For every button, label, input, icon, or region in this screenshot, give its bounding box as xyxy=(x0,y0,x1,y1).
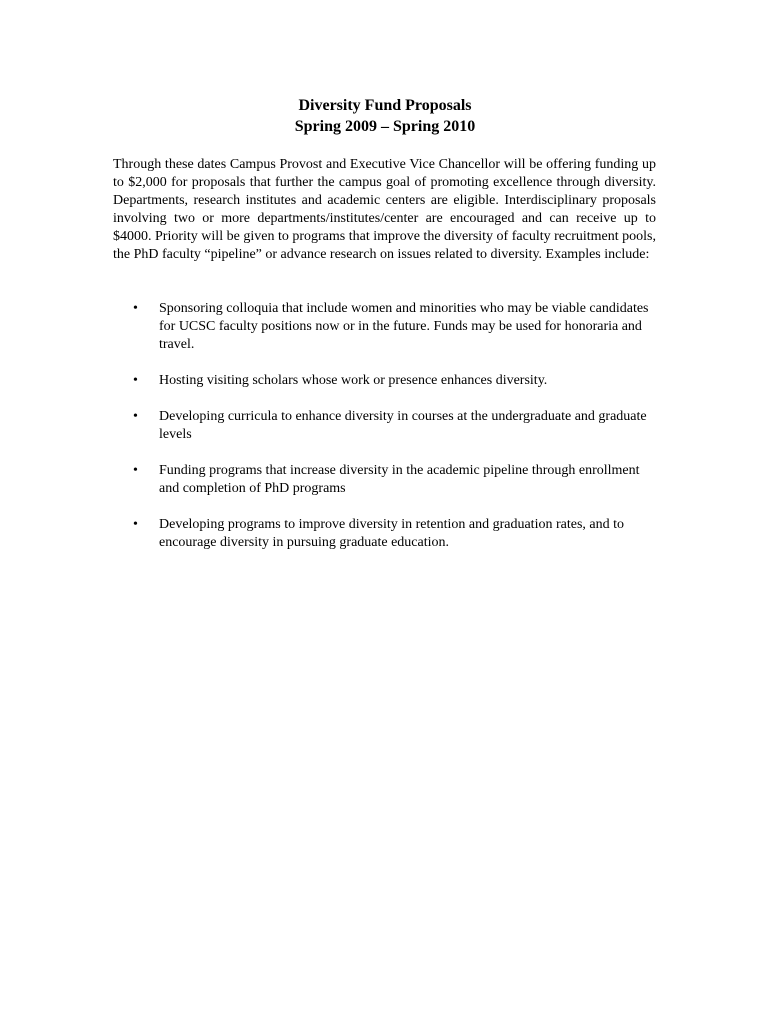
list-item-text: Developing curricula to enhance diversity in courses at the undergraduate and graduate levels xyxy=(159,409,647,442)
examples-list xyxy=(113,300,656,570)
list-item xyxy=(113,408,656,444)
intro-paragraph: Through these dates Campus Provost and Executive Vice Chancellor will be offering funding up to $2,000 for proposals that further the campus goal of promoting excellence through diversity. Departments, research institutes and academic centers are eligible. Interdisciplinary proposals involving two or more departments/institutes/center are encouraged and can receive up to $4000. Priority will be given to programs that improve the diversity of faculty recruitment pools, the PhD faculty “pipeline” or advance research on issues related to diversity. Examples include: xyxy=(113,157,656,262)
list-item xyxy=(113,372,656,390)
bullet-icon: • xyxy=(133,463,138,478)
bullet-icon: • xyxy=(133,409,138,424)
title-line-1: Diversity Fund Proposals xyxy=(298,97,472,114)
list-item xyxy=(113,516,656,552)
document-title xyxy=(0,95,770,137)
title-line-2: Spring 2009 – Spring 2010 xyxy=(294,118,476,135)
list-item-text: Funding programs that increase diversity in the academic pipeline through enrollment and completion of PhD programs xyxy=(159,463,640,496)
list-item xyxy=(113,300,656,354)
bullet-icon: • xyxy=(133,301,138,316)
list-item-text: Sponsoring colloquia that include women and minorities who may be viable candidates for UCSC faculty positions now or in the future. Funds may be used for honoraria and travel. xyxy=(159,301,649,352)
list-item-text: Hosting visiting scholars whose work or presence enhances diversity. xyxy=(159,373,548,388)
list-item-text: Developing programs to improve diversity in retention and graduation rates, and to encourage diversity in pursuing graduate education. xyxy=(159,517,624,550)
list-item xyxy=(113,462,656,498)
bullet-icon: • xyxy=(133,517,138,532)
bullet-icon: • xyxy=(133,373,138,388)
